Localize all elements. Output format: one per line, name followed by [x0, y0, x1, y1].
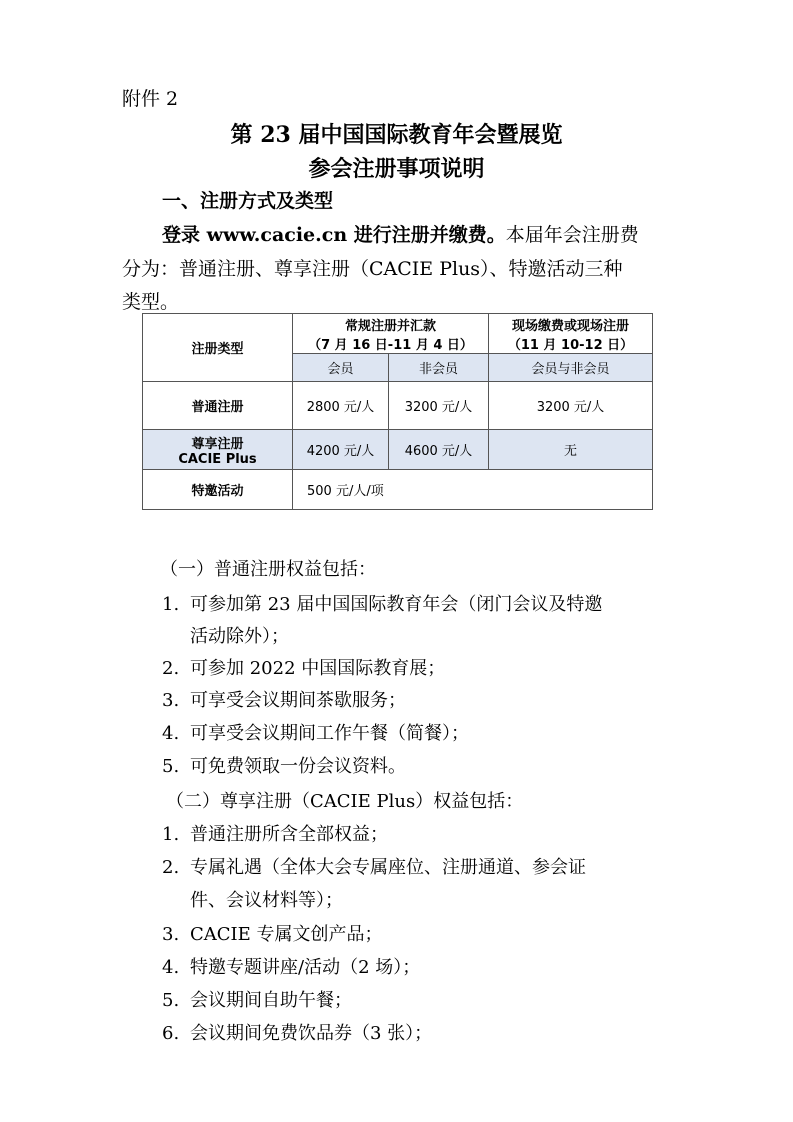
list-number: 5. — [162, 990, 180, 1011]
intro-bold-text: 登录 www.cacie.cn 进行注册并缴费。 — [162, 224, 506, 246]
header-registration-type: 注册类型 — [143, 314, 293, 382]
table-row — [143, 470, 653, 510]
registration-fee-table — [142, 313, 653, 510]
list-text: 可享受会议期间茶歇服务； — [190, 690, 406, 711]
plus-benefits-heading: （二）尊享注册（CACIE Plus）权益包括： — [166, 791, 524, 812]
list-text: 可参加第 23 届中国国际教育年会（闭门会议及特邀 — [190, 594, 603, 615]
document-title: 第 23 届中国国际教育年会暨展览 — [230, 122, 563, 148]
cell-nonmember-fee: 4600 元/人 — [389, 430, 489, 470]
row-type-label: 普通注册 — [191, 400, 244, 415]
attachment-label: 附件 2 — [122, 88, 179, 110]
list-number: 3. — [162, 690, 180, 711]
list-text: 可享受会议期间工作午餐（简餐）； — [190, 723, 469, 744]
cell-nonmember-fee: 3200 元/人 — [389, 382, 489, 430]
list-text: 特邀专题讲座/活动（2 场）； — [190, 957, 421, 978]
intro-line-1 — [162, 220, 639, 247]
cell-onsite-fee: 3200 元/人 — [489, 382, 653, 430]
header-onsite-dates: （11 月 10-12 日） — [507, 337, 634, 353]
list-item — [162, 1019, 432, 1045]
list-item — [162, 853, 586, 879]
header-onsite-registration — [489, 314, 653, 354]
list-number: 5. — [162, 756, 180, 777]
cell-member-fee: 2800 元/人 — [293, 382, 389, 430]
list-item — [162, 752, 406, 778]
list-item — [162, 590, 602, 616]
row-type-label: 尊享注册 — [191, 436, 244, 452]
intro-line-2: 分为：普通注册、尊享注册（CACIE Plus）、特邀活动三种 — [122, 258, 623, 280]
header-onsite-title: 现场缴费或现场注册 — [512, 318, 630, 334]
list-text: CACIE 专属文创产品； — [190, 924, 383, 945]
list-number: 6. — [162, 1023, 180, 1044]
list-number: 2. — [162, 857, 180, 878]
list-item — [162, 953, 420, 979]
list-text: 会议期间免费饮品券（3 张）； — [190, 1023, 433, 1044]
list-item-continuation: 活动除外）； — [190, 626, 289, 647]
cell-special-event-fee: 500 元/人/项 — [293, 470, 653, 510]
list-number: 3. — [162, 924, 180, 945]
section-heading: 一、注册方式及类型 — [162, 190, 334, 212]
list-number: 1. — [162, 594, 180, 615]
header-regular-registration — [293, 314, 489, 354]
subheader-member: 会员 — [293, 354, 389, 382]
row-type — [143, 430, 293, 470]
general-benefits-heading: （一）普通注册权益包括： — [160, 559, 376, 580]
list-item — [162, 686, 406, 712]
table-row — [143, 382, 653, 430]
cell-onsite-fee: 无 — [489, 430, 653, 470]
document-subtitle: 参会注册事项说明 — [308, 156, 485, 182]
header-regular-dates: （7 月 16 日-11 月 4 日） — [308, 337, 473, 353]
cell-member-fee: 4200 元/人 — [293, 430, 389, 470]
list-text: 专属礼遇（全体大会专属座位、注册通道、参会证 — [190, 857, 586, 878]
list-text: 可免费领取一份会议资料。 — [190, 756, 406, 777]
list-text: 可参加 2022 中国国际教育展； — [190, 658, 446, 679]
list-number: 1. — [162, 824, 180, 845]
list-number: 2. — [162, 658, 180, 679]
list-number: 4. — [162, 957, 180, 978]
table-row — [143, 430, 653, 470]
subheader-nonmember: 非会员 — [389, 354, 489, 382]
row-type — [143, 382, 293, 430]
subheader-member-and-nonmember: 会员与非会员 — [489, 354, 653, 382]
intro-text: 本届年会注册费 — [505, 224, 639, 246]
list-item — [162, 654, 445, 680]
row-type — [143, 470, 293, 510]
list-item — [162, 920, 383, 946]
list-item — [162, 986, 352, 1012]
row-type-label: 特邀活动 — [191, 484, 244, 499]
list-item-continuation: 件、会议材料等）； — [190, 890, 343, 911]
header-regular-title: 常规注册并汇款 — [345, 318, 437, 334]
list-text: 会议期间自助午餐； — [190, 990, 352, 1011]
intro-line-3: 类型。 — [122, 291, 180, 313]
row-type-sublabel: CACIE Plus — [178, 451, 257, 467]
list-number: 4. — [162, 723, 180, 744]
list-text: 普通注册所含全部权益； — [190, 824, 388, 845]
list-item — [162, 820, 388, 846]
list-item — [162, 719, 469, 745]
